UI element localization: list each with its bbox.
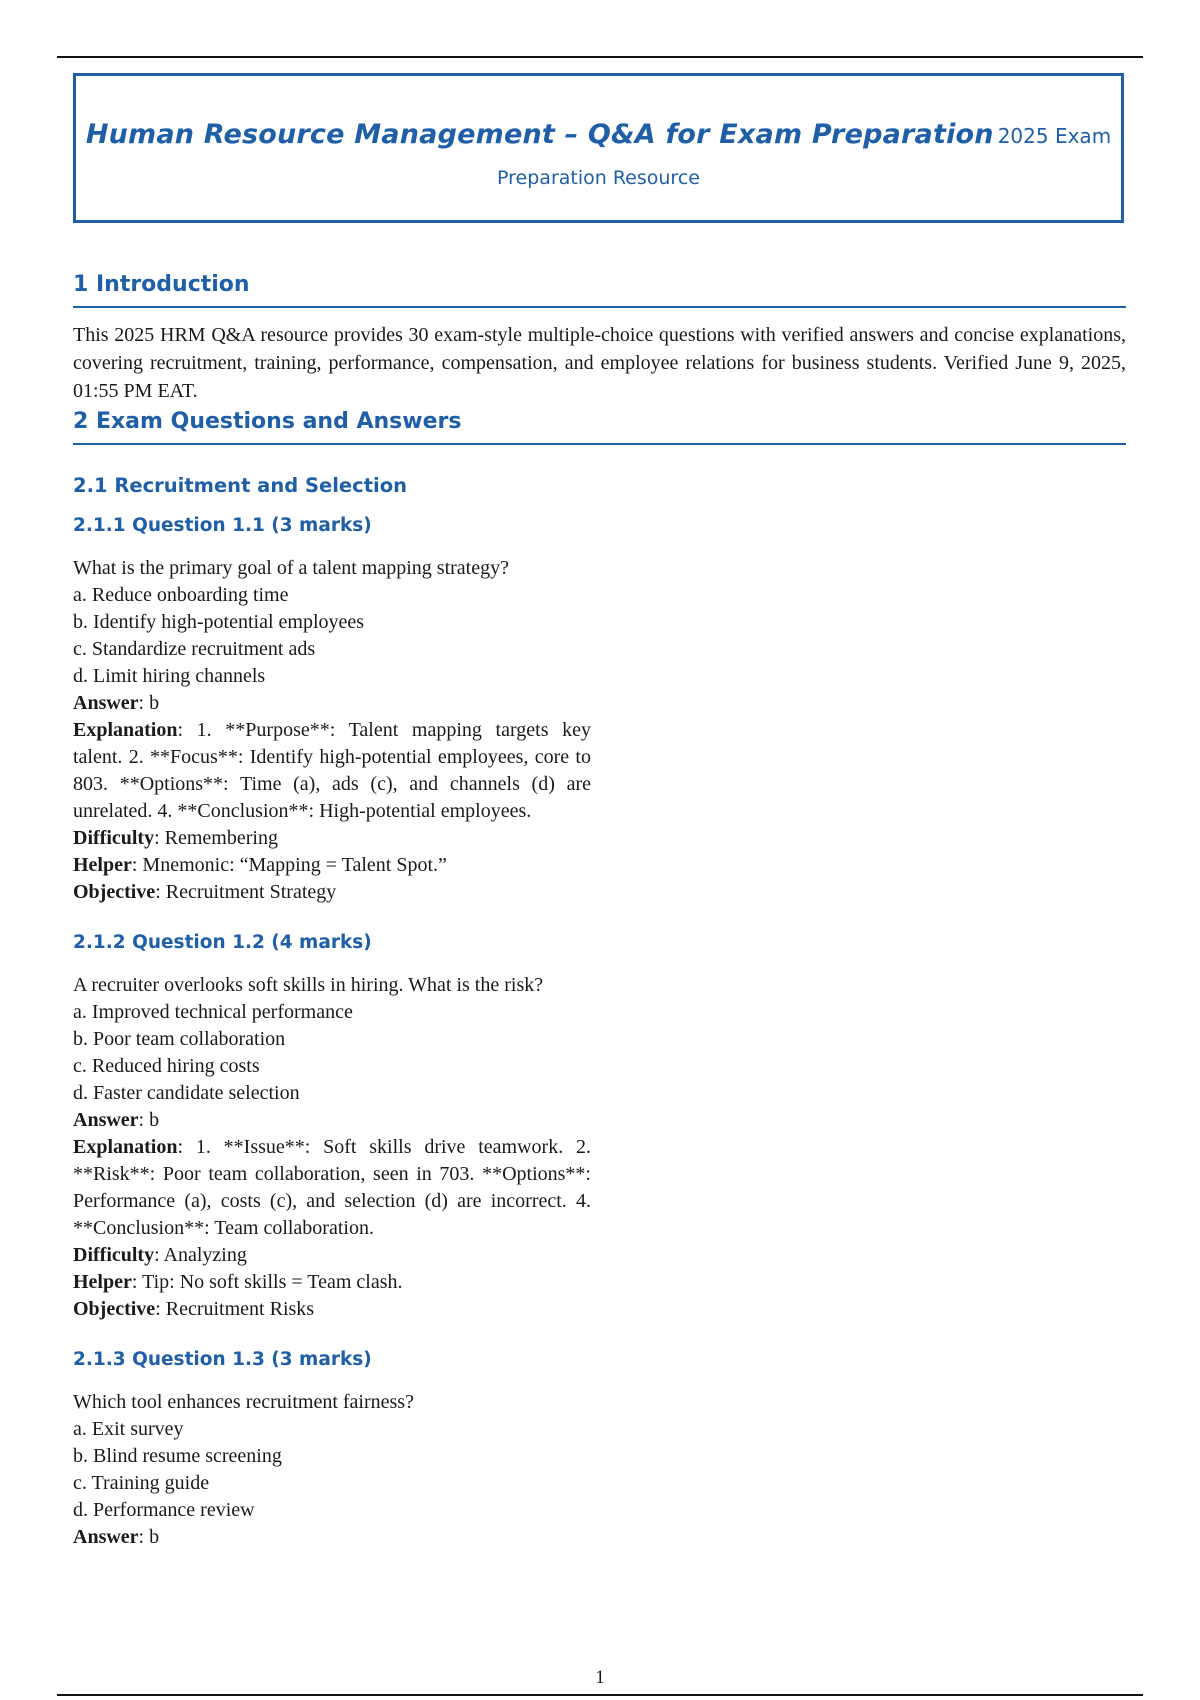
answer-line (73, 1524, 591, 1551)
option-d: d. Limit hiring channels (73, 665, 266, 687)
option-a: a. Improved technical performance (73, 1001, 353, 1023)
option-a: a. Exit survey (73, 1418, 184, 1440)
option-c: c. Standardize recruitment ads (73, 638, 316, 660)
top-rule (57, 56, 1143, 58)
explanation-text: : 1. **Issue**: Soft skills drive teamwork. 2. **Risk**: Poor team collaboration, seen in 703. **Options**: Performance (a), costs (c), and selection (d) are incorrect. 4. **Conclusion**: Team collaboration. (73, 1136, 591, 1239)
document-body (73, 268, 1126, 1551)
difficulty-line (73, 1242, 591, 1269)
option-b: b. Blind resume screening (73, 1445, 282, 1467)
question-prompt: A recruiter overlooks soft skills in hiring. What is the risk? (73, 974, 544, 996)
explanation-text: : 1. **Purpose**: Talent mapping targets key talent. 2. **Focus**: Identify high-potential employees, core to 803. **Options**: Time (a), ads (c), and channels (d) are unrelated. 4. **Conclusion**: High-potential employees. (73, 719, 591, 822)
option-c: c. Reduced hiring costs (73, 1055, 260, 1077)
question-heading-1-1: 2.1.1 Question 1.1 (3 marks) (73, 515, 372, 536)
option-c: c. Training guide (73, 1472, 210, 1494)
answer-value: : b (138, 1109, 160, 1131)
question-prompt: What is the primary goal of a talent mapping strategy? (73, 557, 509, 579)
question-heading-1-3: 2.1.3 Question 1.3 (3 marks) (73, 1349, 372, 1370)
question-block-1-3 (73, 1389, 591, 1551)
helper-label: Helper (73, 854, 132, 876)
option-b: b. Poor team collaboration (73, 1028, 286, 1050)
explanation-line (73, 717, 591, 825)
page-number: 1 (595, 1667, 605, 1688)
difficulty-label: Difficulty (73, 827, 155, 849)
bottom-rule (57, 1694, 1143, 1696)
objective-label: Objective (73, 1298, 156, 1320)
option-b: b. Identify high-potential employees (73, 611, 365, 633)
explanation-label: Explanation (73, 719, 178, 741)
answer-line (73, 1107, 591, 1134)
subsection-heading-recruitment: 2.1 Recruitment and Selection (73, 474, 407, 497)
explanation-label: Explanation (73, 1136, 178, 1158)
section-heading-introduction: 1 Introduction (73, 268, 1126, 308)
question-heading-1-2: 2.1.2 Question 1.2 (4 marks) (73, 932, 372, 953)
question-prompt: Which tool enhances recruitment fairness? (73, 1391, 414, 1413)
explanation-line (73, 1134, 591, 1242)
helper-label: Helper (73, 1271, 132, 1293)
answer-label: Answer (73, 692, 139, 714)
objective-label: Objective (73, 881, 156, 903)
answer-value: : b (138, 692, 160, 714)
answer-line (73, 690, 591, 717)
objective-line (73, 1296, 591, 1323)
helper-text: : Tip: No soft skills = Team clash. (131, 1271, 403, 1293)
document-subtitle-part1: 2025 Exam (997, 124, 1112, 148)
title-box (73, 73, 1124, 223)
objective-line (73, 879, 591, 906)
helper-line (73, 1269, 591, 1296)
difficulty-value: : Analyzing (154, 1244, 247, 1266)
answer-label: Answer (73, 1526, 139, 1548)
option-a: a. Reduce onboarding time (73, 584, 289, 606)
question-block-1-2 (73, 972, 591, 1323)
answer-label: Answer (73, 1109, 139, 1131)
option-d: d. Performance review (73, 1499, 255, 1521)
objective-value: : Recruitment Risks (155, 1298, 315, 1320)
helper-text: : Mnemonic: “Mapping = Talent Spot.” (131, 854, 447, 876)
objective-value: : Recruitment Strategy (155, 881, 337, 903)
option-d: d. Faster candidate selection (73, 1082, 300, 1104)
introduction-paragraph: This 2025 HRM Q&A resource provides 30 exam-style multiple-choice questions with verified answers and concise explanations, covering recruitment, training, performance, compensation, and employee relations for business students. Verified June 9, 2025, 01:55 PM EAT. (73, 324, 1126, 402)
difficulty-label: Difficulty (73, 1244, 155, 1266)
answer-value: : b (138, 1526, 160, 1548)
question-block-1-1 (73, 555, 591, 906)
helper-line (73, 852, 591, 879)
section-heading-questions: 2 Exam Questions and Answers (73, 405, 1126, 445)
difficulty-line (73, 825, 591, 852)
document-title: Human Resource Management – Q&A for Exam Preparation (85, 119, 994, 150)
title-line (76, 116, 1121, 158)
document-subtitle-part2: Preparation Resource (497, 167, 700, 189)
difficulty-value: : Remembering (154, 827, 278, 849)
